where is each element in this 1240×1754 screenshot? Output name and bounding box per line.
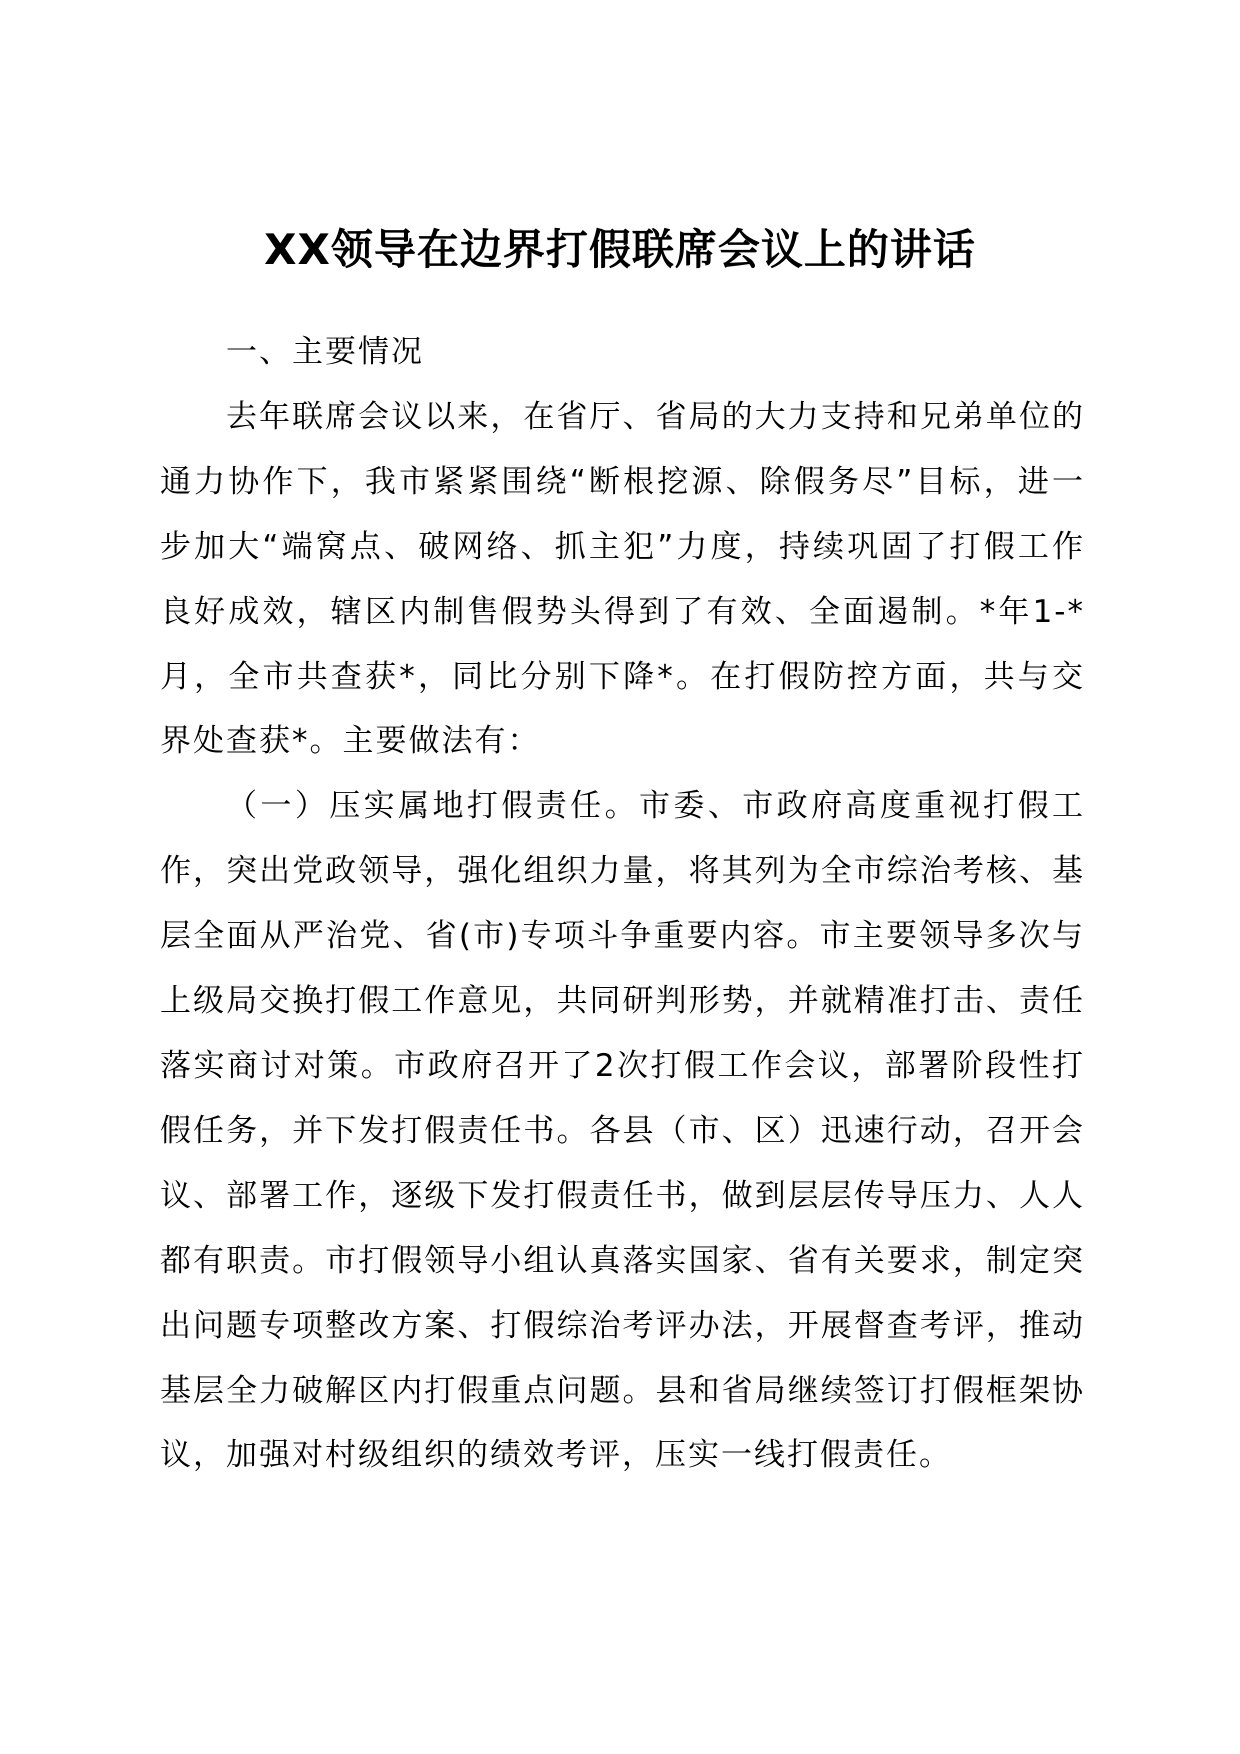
document-body [160, 320, 1085, 1488]
section-heading: 一、主要情况 [226, 334, 424, 370]
document-title: XX领导在边界打假联席会议上的讲话 [264, 225, 976, 274]
body-paragraph: 去年联席会议以来，在省厅、省局的大力支持和兄弟单位的通力协作下，我市紧紧围绕“断根挖源、除假务尽”目标，进一步加大“端窝点、破网络、抓主犯”力度，持续巩固了打假工作良好成效，辖区内制售假势头得到了有效、全面遏制。*年1-*月，全市共查获*，同比分别下降*。在打假防控方面，共与交界处查获*。主要做法有： [160, 398, 1085, 760]
body-paragraph: （一）压实属地打假责任。市委、市政府高度重视打假工作，突出党政领导，强化组织力量，将其列为全市综治考核、基层全面从严治党、省(市)专项斗争重要内容。市主要领导多次与上级局交换打假工作意见，共同研判形势，并就精准打击、责任落实商讨对策。市政府召开了2次打假工作会议，部署阶段性打假任务，并下发打假责任书。各县（市、区）迅速行动，召开会议、部署工作，逐级下发打假责任书，做到层层传导压力、人人都有职责。市打假领导小组认真落实国家、省有关要求，制定突出问题专项整改方案、打假综治考评办法，开展督查考评，推动基层全力破解区内打假重点问题。县和省局继续签订打假框架协议，加强对村级组织的绩效考评，压实一线打假责任。 [160, 788, 1085, 1474]
